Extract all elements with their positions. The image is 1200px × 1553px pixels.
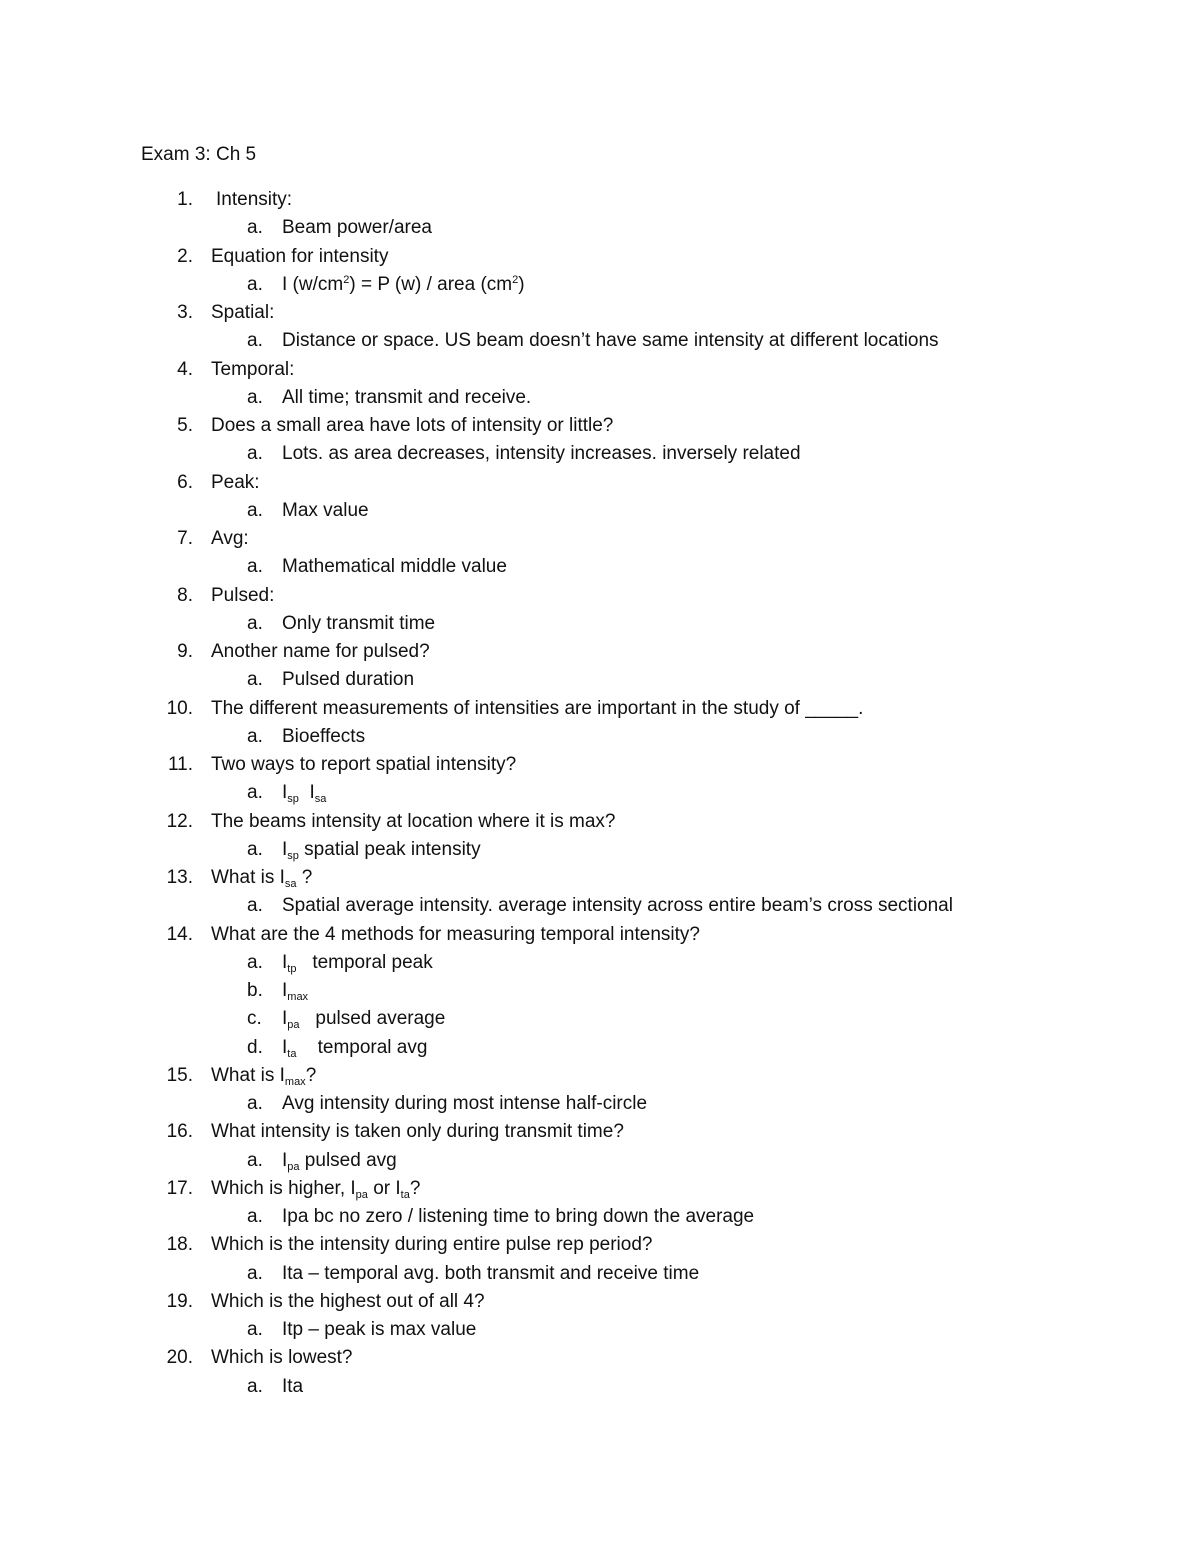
answer-text: Ita – temporal avg. both transmit and receive time — [282, 1262, 700, 1284]
question-part: ? — [305, 1064, 317, 1086]
question-text: Intensity: — [216, 189, 293, 210]
question-number: 3. — [177, 302, 193, 323]
answer-letter: a. — [247, 1319, 263, 1340]
answer-letter: a. — [247, 443, 263, 465]
question-part: ? — [409, 1177, 421, 1199]
answer-text: Bioeffects — [282, 725, 366, 747]
intensity-subscript: sp — [287, 793, 299, 806]
answer-item — [0, 497, 1200, 525]
answer-rest: pulsed average — [315, 1008, 446, 1030]
answer-item — [0, 271, 1200, 299]
answer-letter: a. — [247, 951, 263, 973]
question-number: 4. — [177, 358, 193, 380]
question-item — [0, 638, 1200, 666]
equation-part: ) = P (w) / area (cm — [349, 273, 513, 295]
answer-item — [0, 977, 1200, 1005]
answer-text: Itp – peak is max value — [282, 1319, 477, 1340]
question-text: Another name for pulsed? — [211, 641, 430, 662]
answer-text — [282, 949, 433, 977]
intensity-symbol: I — [282, 1149, 288, 1171]
answer-rest: temporal peak — [312, 951, 433, 973]
answer-letter: a. — [247, 838, 263, 860]
question-number: 16. — [166, 1121, 193, 1143]
question-number: 12. — [166, 810, 193, 832]
intensity-symbol: I — [282, 1008, 288, 1030]
answer-letter: a. — [247, 669, 263, 691]
question-text: Does a small area have lots of intensity or little? — [211, 415, 614, 436]
question-number: 19. — [166, 1290, 193, 1312]
answer-text — [282, 836, 481, 864]
intensity-subscript: ta — [287, 1047, 297, 1060]
answer-item — [0, 610, 1200, 638]
question-text: Spatial: — [211, 302, 275, 323]
question-part: Which is higher, I — [211, 1177, 356, 1199]
question-item — [0, 921, 1200, 949]
question-list — [0, 186, 1200, 1401]
question-item — [0, 1231, 1200, 1259]
answer-item — [0, 836, 1200, 864]
question-item — [0, 525, 1200, 553]
answer-letter: a. — [247, 782, 263, 804]
question-item — [0, 808, 1200, 836]
answer-text: All time; transmit and receive. — [282, 386, 532, 408]
answer-item — [0, 1147, 1200, 1175]
answer-text: Only transmit time — [282, 612, 436, 634]
question-item — [0, 1062, 1200, 1090]
answer-item — [0, 327, 1200, 355]
answer-letter: a. — [247, 556, 263, 578]
intensity-subscript: sa — [314, 793, 327, 806]
answer-text — [282, 779, 326, 807]
question-text: Equation for intensity — [211, 245, 389, 267]
question-number: 13. — [166, 867, 193, 888]
intensity-symbol: I — [282, 1036, 288, 1058]
answer-item — [0, 1034, 1200, 1062]
question-item — [0, 469, 1200, 497]
question-text: The different measurements of intensities are important in the study of _____. — [211, 697, 864, 719]
question-number: 8. — [177, 584, 193, 606]
question-part: What is I — [211, 867, 285, 888]
answer-item — [0, 892, 1200, 920]
question-text: What are the 4 methods for measuring temporal intensity? — [211, 923, 700, 945]
question-text: Peak: — [211, 471, 260, 493]
intensity-subscript: pa — [287, 1019, 300, 1032]
equation-superscript: 2 — [343, 273, 350, 286]
answer-item — [0, 666, 1200, 694]
answer-letter: a. — [247, 1093, 263, 1114]
answer-text: Spatial average intensity. average intensity across entire beam’s cross sectional — [282, 895, 953, 917]
intensity-subscript: pa — [355, 1188, 368, 1201]
answer-text — [282, 977, 308, 1005]
answer-rest: pulsed avg — [299, 1149, 397, 1171]
answer-letter: a. — [247, 612, 263, 634]
answer-letter: a. — [247, 1149, 263, 1171]
answer-letter: a. — [247, 386, 263, 408]
question-item — [0, 1344, 1200, 1372]
question-text: Pulsed: — [211, 584, 275, 606]
equation-part: ) — [518, 273, 525, 295]
answer-text: Distance or space. US beam doesn’t have same intensity at different locations — [282, 330, 939, 352]
question-text: Avg: — [211, 528, 249, 549]
question-number: 18. — [166, 1234, 193, 1256]
answer-text — [282, 1147, 397, 1175]
question-number: 9. — [177, 641, 193, 662]
intensity-symbol: I — [282, 951, 288, 973]
equation-superscript: 2 — [512, 273, 519, 286]
answer-text: Ipa bc no zero / listening time to bring down the average — [282, 1206, 755, 1227]
answer-text: Max value — [282, 499, 369, 521]
answer-letter: a. — [247, 1206, 263, 1227]
question-text — [211, 1175, 420, 1203]
intensity-symbol: I — [282, 782, 288, 804]
question-item — [0, 582, 1200, 610]
question-text — [211, 1062, 316, 1090]
question-number: 15. — [166, 1064, 193, 1086]
intensity-symbol: I — [282, 980, 288, 1001]
answer-item — [0, 1316, 1200, 1344]
answer-letter: a. — [247, 273, 263, 295]
question-item — [0, 751, 1200, 779]
intensity-subscript: max — [284, 1075, 306, 1088]
question-text: Which is the intensity during entire pulse rep period? — [211, 1234, 653, 1256]
question-number: 2. — [177, 245, 193, 267]
question-number: 6. — [177, 471, 193, 493]
answer-letter: c. — [247, 1008, 262, 1030]
answer-item — [0, 553, 1200, 581]
question-item — [0, 299, 1200, 327]
question-number: 20. — [166, 1347, 193, 1369]
question-text: Two ways to report spatial intensity? — [211, 754, 517, 775]
question-text: Which is the highest out of all 4? — [211, 1290, 485, 1312]
question-item — [0, 695, 1200, 723]
question-item — [0, 412, 1200, 440]
intensity-subscript: sa — [284, 878, 297, 890]
intensity-subscript: pa — [287, 1160, 300, 1173]
answer-item — [0, 440, 1200, 468]
question-item — [0, 186, 1200, 214]
equation-part: I (w/cm — [282, 273, 344, 295]
answer-item — [0, 384, 1200, 412]
question-text: The beams intensity at location where it is max? — [211, 810, 616, 832]
answer-item — [0, 1373, 1200, 1401]
question-number: 17. — [166, 1177, 193, 1199]
answer-item — [0, 779, 1200, 807]
question-item — [0, 864, 1200, 892]
intensity-symbol: I — [282, 838, 288, 860]
question-item — [0, 1288, 1200, 1316]
answer-text — [282, 1034, 427, 1062]
question-text: Which is lowest? — [211, 1347, 353, 1369]
answer-letter: b. — [247, 980, 263, 1001]
question-item — [0, 1118, 1200, 1146]
answer-text: Avg intensity during most intense half-circle — [282, 1093, 648, 1114]
question-text: Temporal: — [211, 358, 295, 380]
question-number: 10. — [166, 697, 193, 719]
answer-letter: d. — [247, 1036, 263, 1058]
answer-item — [0, 1005, 1200, 1033]
question-number: 5. — [177, 415, 193, 436]
answer-letter: a. — [247, 895, 263, 917]
question-text — [211, 864, 312, 892]
answer-letter: a. — [247, 217, 263, 239]
question-text: What intensity is taken only during transmit time? — [211, 1121, 624, 1143]
intensity-subscript: tp — [287, 962, 297, 975]
answer-item — [0, 723, 1200, 751]
intensity-subscript: ta — [400, 1188, 410, 1201]
answer-text: Ita — [282, 1375, 304, 1397]
intensity-subscript: sp — [287, 849, 299, 862]
answer-item — [0, 1203, 1200, 1231]
answer-equation — [282, 271, 525, 299]
question-number: 1. — [177, 189, 193, 210]
answer-letter: a. — [247, 499, 263, 521]
answer-text — [282, 1005, 445, 1033]
answer-text: Beam power/area — [282, 217, 432, 239]
question-part: What is I — [211, 1064, 285, 1086]
answer-item — [0, 214, 1200, 242]
answer-letter: a. — [247, 330, 263, 352]
question-number: 14. — [166, 923, 193, 945]
question-part: ? — [296, 867, 313, 888]
answer-text: Lots. as area decreases, intensity increases. inversely related — [282, 443, 801, 465]
answer-letter: a. — [247, 725, 263, 747]
answer-letter: a. — [247, 1262, 263, 1284]
answer-letter: a. — [247, 1375, 263, 1397]
intensity-subscript: max — [287, 991, 309, 1003]
answer-item — [0, 1090, 1200, 1118]
question-item — [0, 243, 1200, 271]
page-title: Exam 3: Ch 5 — [141, 144, 257, 165]
question-item — [0, 1175, 1200, 1203]
intensity-symbol: I — [309, 782, 315, 804]
question-number: 11. — [167, 754, 193, 775]
question-item — [0, 356, 1200, 384]
answer-rest: spatial peak intensity — [298, 838, 481, 860]
answer-item — [0, 1260, 1200, 1288]
answer-text: Pulsed duration — [282, 669, 415, 691]
question-number: 7. — [177, 528, 193, 549]
answer-text: Mathematical middle value — [282, 556, 507, 578]
question-part: or I — [367, 1177, 401, 1199]
answer-item — [0, 949, 1200, 977]
answer-rest: temporal avg — [317, 1036, 428, 1058]
